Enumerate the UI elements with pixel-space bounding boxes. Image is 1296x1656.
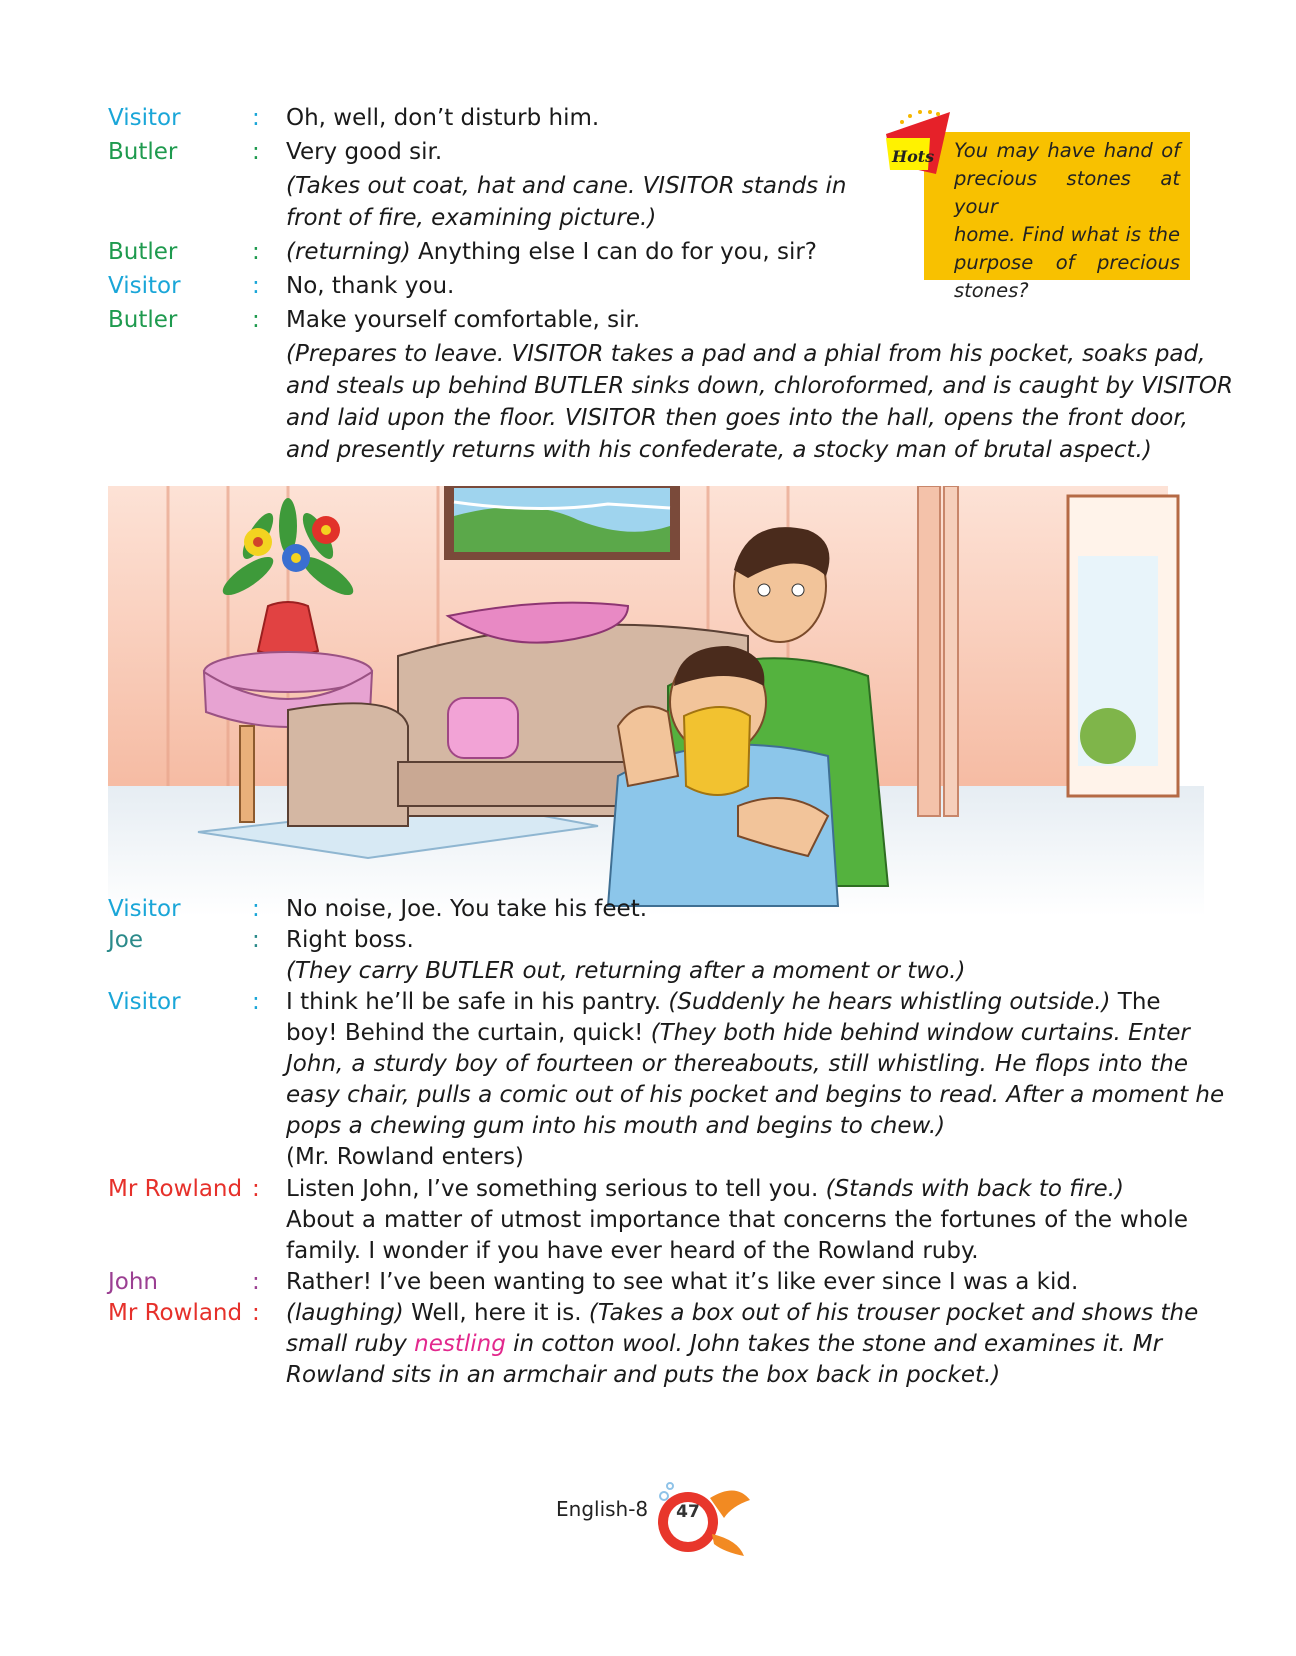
stage-direction: Rowland sits in an armchair and puts the box back in pocket.) xyxy=(286,1362,1001,1388)
book-title: English-8 xyxy=(556,1497,649,1521)
hots-line: purpose of precious xyxy=(954,251,1180,274)
line-text: No, thank you. xyxy=(286,273,455,299)
colon: : xyxy=(252,239,260,265)
stage-direction: (Stands with back to fire.) xyxy=(825,1176,1124,1202)
line-text xyxy=(286,236,817,268)
window-icon xyxy=(1068,496,1178,796)
line-text: Very good sir. xyxy=(286,139,443,165)
stage-direction: (laughing) xyxy=(286,1300,404,1326)
speaker-visitor: Visitor xyxy=(108,989,181,1015)
stage-direction: pops a chewing gum into his mouth and begins to chew.) xyxy=(286,1113,946,1139)
spoken-text: The xyxy=(1110,989,1161,1015)
dialogue-line xyxy=(108,924,1188,956)
stage-text: in cotton wool. John takes the stone and examines it. Mr xyxy=(505,1331,1163,1357)
spoken-text: Listen John, I’ve something serious to tell you. xyxy=(286,1176,826,1202)
dialogue-line xyxy=(108,986,1188,1018)
stage-direction: (returning) xyxy=(286,239,411,265)
speaker-mr-rowland: Mr Rowland xyxy=(108,1176,243,1202)
painting-icon xyxy=(444,486,680,560)
line-text: Make yourself comfortable, sir. xyxy=(286,307,641,333)
colon: : xyxy=(252,927,260,953)
stage-direction: (They both hide behind window curtains. Enter xyxy=(650,1020,1190,1046)
page-number: 47 xyxy=(676,1502,700,1522)
stage-direction: and presently returns with his confederate, a stocky man of brutal aspect.) xyxy=(286,437,1152,463)
dialogue-line xyxy=(108,1266,1188,1298)
line-text xyxy=(286,1173,1124,1205)
colon: : xyxy=(252,273,260,299)
hots-label: Hots xyxy=(892,147,935,166)
spoken-text: I think he’ll be safe in his pantry. xyxy=(286,989,669,1015)
colon: : xyxy=(252,1176,260,1202)
colon: : xyxy=(252,1300,260,1326)
dialogue-line xyxy=(108,304,1188,336)
scene-illustration xyxy=(108,486,1204,956)
colon: : xyxy=(252,896,260,922)
hots-line: home. Find what is the xyxy=(954,223,1180,246)
spoken-text: boy! Behind the curtain, quick! xyxy=(286,1020,651,1046)
hots-flag-icon xyxy=(880,104,960,194)
stage-direction: (They carry BUTLER out, returning after a moment or two.) xyxy=(286,958,966,984)
stage-text: small ruby xyxy=(286,1331,415,1357)
line-text: Rather! I’ve been wanting to see what it’s like ever since I was a kid. xyxy=(286,1269,1079,1295)
stage-direction: and steals up behind BUTLER sinks down, chloroformed, and is caught by VISITOR xyxy=(286,373,1234,399)
speaker-visitor: Visitor xyxy=(108,105,181,131)
line-text: Oh, well, don’t disturb him. xyxy=(286,105,600,131)
line-text: Right boss. xyxy=(286,927,414,953)
hots-line: stones? xyxy=(954,279,1029,302)
colon: : xyxy=(252,1269,260,1295)
speaker-mr-rowland: Mr Rowland xyxy=(108,1300,243,1326)
stage-direction: (Takes a box out of his trouser pocket and shows the xyxy=(588,1300,1199,1326)
hots-line: You may have hand of xyxy=(954,139,1180,162)
speaker-visitor: Visitor xyxy=(108,896,181,922)
continuation-line: About a matter of utmost importance that concerns the fortunes of the whole xyxy=(286,1207,1188,1233)
line-text xyxy=(286,986,1161,1018)
spoken-text: Anything else I can do for you, sir? xyxy=(410,239,818,265)
stage-direction xyxy=(286,1328,1162,1360)
speaker-butler: Butler xyxy=(108,239,178,265)
speaker-butler: Butler xyxy=(108,139,178,165)
stage-direction: easy chair, pulls a comic out of his pocket and begins to read. After a moment he xyxy=(286,1082,1225,1108)
stage-direction: (Suddenly he hears whistling outside.) xyxy=(668,989,1111,1015)
stage-direction: (Prepares to leave. VISITOR takes a pad and a phial from his pocket, soaks pad, xyxy=(286,341,1206,367)
stage-direction: and laid upon the floor. VISITOR then goes into the hall, opens the front door, xyxy=(286,405,1188,431)
colon: : xyxy=(252,139,260,165)
speaker-visitor: Visitor xyxy=(108,273,181,299)
dialogue-line xyxy=(108,102,1188,134)
stage-direction: front of fire, examining picture.) xyxy=(286,205,657,231)
dialogue-line xyxy=(108,1297,1199,1329)
colon: : xyxy=(252,989,260,1015)
stage-direction: John, a sturdy boy of fourteen or thereabouts, still whistling. He flops into the xyxy=(286,1051,1188,1077)
line-text: No noise, Joe. You take his feet. xyxy=(286,896,648,922)
stage-direction: (Takes out coat, hat and cane. VISITOR stands in xyxy=(286,173,847,199)
hots-line: precious stones at your xyxy=(954,167,1180,218)
spoken-text: Well, here it is. xyxy=(403,1300,589,1326)
colon: : xyxy=(252,307,260,333)
speaker-joe: Joe xyxy=(108,927,144,953)
hots-text xyxy=(954,137,1180,305)
dialogue-line xyxy=(108,893,1188,925)
line-text xyxy=(286,1297,1198,1329)
glossary-word[interactable]: nestling xyxy=(414,1331,506,1357)
speaker-john: John xyxy=(108,1269,159,1295)
continuation-line xyxy=(286,1017,1190,1049)
continuation-line: family. I wonder if you have ever heard of the Rowland ruby. xyxy=(286,1238,979,1264)
stage-direction: (Mr. Rowland enters) xyxy=(286,1144,524,1170)
dialogue-line xyxy=(108,1173,1188,1205)
speaker-butler: Butler xyxy=(108,307,178,333)
colon: : xyxy=(252,105,260,131)
